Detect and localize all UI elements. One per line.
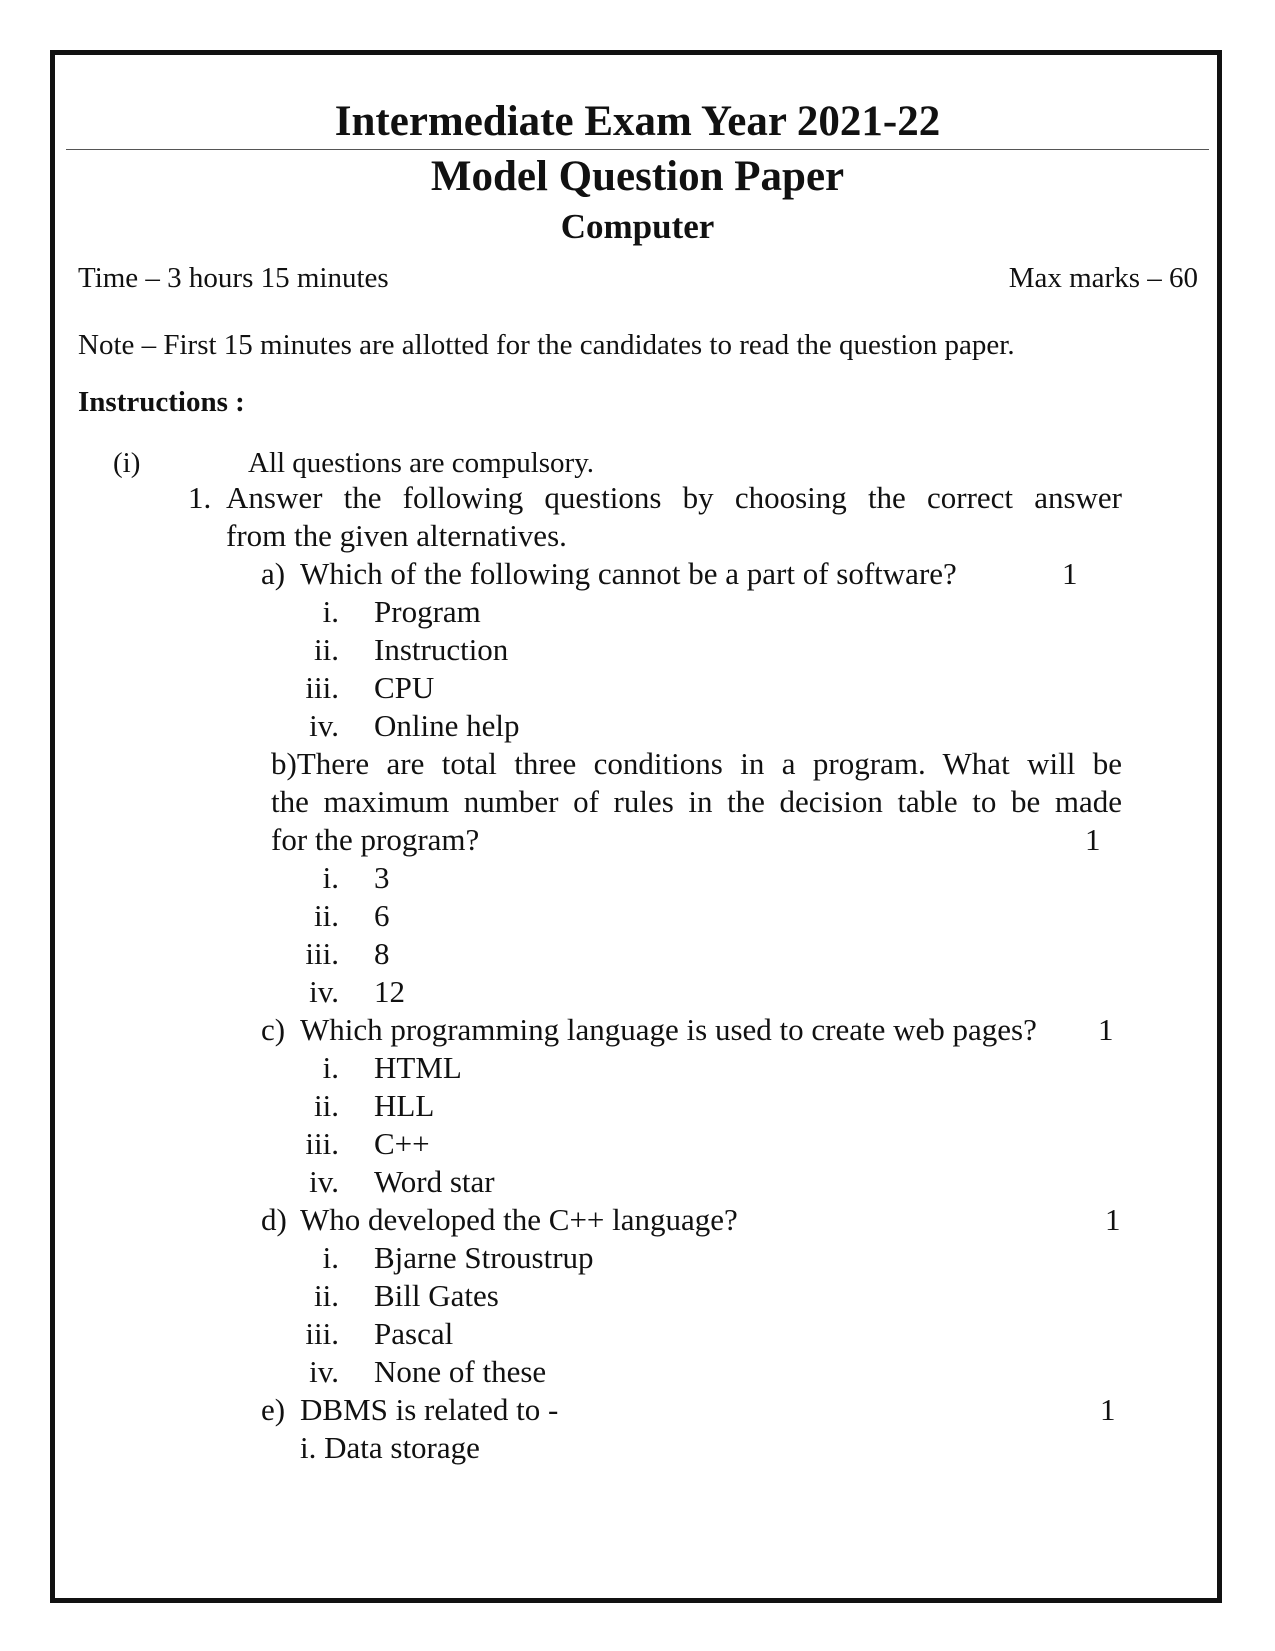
option-number: ii. <box>314 1278 339 1313</box>
option-text: i. Data storage <box>300 1430 480 1465</box>
question-number: 1. <box>188 480 212 515</box>
option-text: Pascal <box>374 1316 454 1351</box>
option-text: 12 <box>374 974 405 1009</box>
question-c-label: c) <box>261 1012 286 1047</box>
question-1-line-1: Answer the following questions by choosing the correct answer <box>226 480 1122 515</box>
question-a-marks: 1 <box>1062 556 1078 591</box>
option-number: i. <box>322 1240 339 1275</box>
question-a-label: a) <box>261 556 286 591</box>
option-text: Instruction <box>374 632 509 667</box>
option-number: i. <box>322 860 339 895</box>
question-c-marks: 1 <box>1098 1012 1114 1047</box>
option-text: None of these <box>374 1354 547 1389</box>
question-e-marks: 1 <box>1100 1392 1116 1427</box>
option-text: C++ <box>374 1126 430 1161</box>
question-c-text: Which programming language is used to create web pages? <box>300 1012 1037 1047</box>
option-text: Online help <box>374 708 520 743</box>
option-number: iv. <box>309 1354 339 1389</box>
option-number: iii. <box>305 936 339 971</box>
option-text: 3 <box>374 860 390 895</box>
option-number: i. <box>322 594 339 629</box>
option-number: iii. <box>305 670 339 705</box>
question-b-line-2: the maximum number of rules in the decision table to be made <box>271 784 1122 819</box>
option-number: ii. <box>314 1088 339 1123</box>
option-text: 8 <box>374 936 390 971</box>
option-number: ii. <box>314 898 339 933</box>
question-a-text: Which of the following cannot be a part of software? <box>300 556 957 591</box>
option-number: i. <box>322 1050 339 1085</box>
instruction-text: All questions are compulsory. <box>248 447 595 479</box>
option-number: iv. <box>309 1164 339 1199</box>
option-text: HLL <box>374 1088 435 1123</box>
instructions-label: Instructions : <box>78 386 245 418</box>
option-number: iii. <box>305 1126 339 1161</box>
option-text: 6 <box>374 898 390 933</box>
instruction-marker: (i) <box>113 447 141 479</box>
option-text: Bill Gates <box>374 1278 499 1313</box>
title-divider <box>66 149 1209 150</box>
note-text: Note – First 15 minutes are allotted for the candidates to read the question paper. <box>78 329 1015 361</box>
question-b-line-1: b)There are total three conditions in a program. What will be <box>271 746 1122 781</box>
option-number: iv. <box>309 974 339 1009</box>
question-b-marks: 1 <box>1085 822 1101 857</box>
option-text: CPU <box>374 670 435 705</box>
subject-title: Computer <box>560 207 715 246</box>
max-marks: Max marks – 60 <box>1008 262 1198 294</box>
option-text: Bjarne Stroustrup <box>374 1240 594 1275</box>
option-text: Word star <box>374 1164 495 1199</box>
option-number: ii. <box>314 632 339 667</box>
question-d-marks: 1 <box>1105 1202 1121 1237</box>
question-b-line-3: for the program? <box>271 822 480 857</box>
question-e-text: DBMS is related to - <box>300 1392 559 1427</box>
option-number: iv. <box>309 708 339 743</box>
option-number: iii. <box>305 1316 339 1351</box>
question-e-label: e) <box>261 1392 286 1427</box>
exam-title: Intermediate Exam Year 2021-22 <box>334 98 941 145</box>
option-text: Program <box>374 594 481 629</box>
question-d-label: d) <box>261 1202 287 1237</box>
time-allowed: Time – 3 hours 15 minutes <box>78 262 389 294</box>
option-text: HTML <box>374 1050 462 1085</box>
paper-subtitle: Model Question Paper <box>430 153 845 200</box>
question-d-text: Who developed the C++ language? <box>300 1202 738 1237</box>
question-1-line-2: from the given alternatives. <box>226 518 567 553</box>
